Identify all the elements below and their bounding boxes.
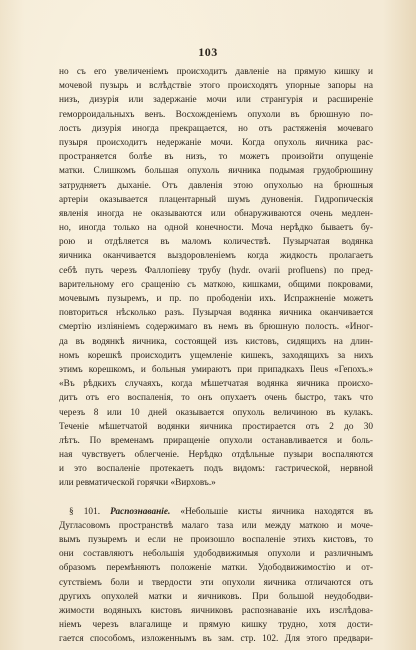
text-line: затрудняетъ дыханіе. Отъ давленія этою опухолью на брюшныя — [59, 180, 373, 191]
section-number: § 101. — [69, 506, 101, 517]
text-line: но съ его увеличеніемъ происходитъ давленіе на прямую кишку и — [59, 67, 373, 77]
text-line: вымъ пузыремъ и если не произошло воспаленіе этихъ кистовъ, то — [59, 535, 373, 545]
text-line: они составляютъ небольшія удободвижимыя опухоли и различнымъ — [59, 549, 373, 560]
text-line: этимъ корешкомъ, и больныя умираютъ при припадкахъ Ileus «Гепохъ.» — [59, 364, 373, 375]
text-line: жимости водяныхъ кистовъ яичниковъ распознаваніе ихъ изслѣдова- — [59, 605, 373, 616]
text-line: мочевой пузырь и вслѣдствіе этого происходятъ упорные запоры на — [59, 81, 373, 92]
text-line: себѣ путь черезъ Фаллопіеву трубу (hydr. ovarii profluens) по пред- — [59, 265, 373, 276]
text-line: ніемъ черезъ влагалище и прямую кишку трудно, хотя дости- — [59, 620, 373, 631]
text-line: гается способомъ, изложеннымъ въ зам. стр. 102. Для этого предвари- — [59, 634, 373, 645]
text-line: лѣтъ. По временамъ приращеніе опухоли останавливается и боль- — [59, 435, 373, 446]
text-line: пузыря происходитъ недержаніе мочи. Когда опухоль яичника рас- — [59, 137, 373, 148]
text-line: но, иногда только на одной конечности. Моча нерѣдко бываетъ бу- — [59, 223, 373, 234]
text-line: лость дизурія иногда прекращается, но отъ растяженія мочеваго — [59, 123, 373, 134]
text-line: и это воспаленіе протекаетъ подъ видомъ: гастрической, нервной — [59, 464, 373, 475]
text-line: низъ, дизурія или задержаніе мочи или странгурія и расширеніе — [59, 95, 373, 106]
text-line: или ревматической горячки «Вирховъ.» — [59, 478, 216, 489]
section-heading-line — [59, 505, 373, 519]
text-line: повториться нѣсколько разъ. Пузырчая водянка яичника оканчивается — [59, 308, 373, 319]
text-line: Дугласовомъ пространствѣ малаго таза или между маткою и моче- — [59, 520, 373, 531]
text-line: артеріи оказывается плацентарный шумъ дуновенія. Гидропическія — [59, 194, 373, 205]
text-line: варительному его сращенію съ маткою, кишками, общими покровами, — [59, 279, 373, 290]
section-first-line-text: «Небольшіе кисты яичника находятся въ — [180, 506, 373, 517]
text-line: черезъ 8 или 10 дней оказывается опухоль величиною въ кулакъ. — [59, 407, 373, 418]
paragraph-diagnosis — [59, 505, 373, 647]
text-line: смертію изліяніемъ содержимаго въ немъ въ брюшную полость. «Иног- — [59, 322, 373, 333]
text-line: образомъ перемѣняютъ положеніе матки. Удободвижимостію и от- — [59, 563, 373, 574]
text-line: яичника оканчивается выздоровленіемъ когда жидкость пролагаетъ — [59, 251, 373, 262]
text-line: да въ водянкѣ яичника, состоящей изъ кистовъ, сидящихъ на длин- — [59, 336, 373, 347]
text-line: «Въ рѣдкихъ случаяхъ, когда мѣшетчатая водянка яичника происхо- — [59, 379, 373, 390]
section-title: Распознаваніе. — [110, 506, 171, 517]
text-body — [59, 65, 373, 647]
text-line: номъ корешкѣ происходитъ ущемленіе кишекъ, заходящихъ за нихъ — [59, 350, 373, 361]
text-line: мочевымъ пузыремъ, и пр. по прободеніи ихъ. Испражненіе можетъ — [59, 294, 373, 304]
text-line: дитъ отъ его воспаленія, то онъ опухаетъ очень быстро, такъ что — [59, 393, 373, 404]
text-line: матки. Слишкомъ большая опухоль яичника подымая грудобрюшину — [59, 166, 373, 177]
text-line: пространяется болѣе въ низъ, то можетъ произойти опущеніе — [59, 152, 373, 163]
paragraph-symptoms — [59, 65, 373, 491]
page-number: 103 — [198, 45, 218, 59]
text-line: геморроидальныхъ венъ. Восхожденіемъ опухоли въ брюшную по- — [59, 109, 373, 120]
text-line: Теченіе мѣшетчатой водянки яичника простирается отъ 2 до 30 — [59, 421, 373, 432]
text-line: другихъ опухолей матки и яичниковъ. При большой неудободви- — [59, 591, 373, 602]
text-line: явленія иногда не оказываются или обнаруживаются очень медлен- — [59, 208, 373, 219]
text-line: сутствіемъ боли и твердости эти опухоли яичника отличаются отъ — [59, 577, 373, 588]
text-line: ная чувствуетъ облегченіе. Нерѣдко отдѣльные пузыри воспаляются — [59, 450, 373, 461]
text-line: рою и отдѣляется въ маломъ количествѣ. Пузырчатая водянка — [59, 237, 373, 248]
